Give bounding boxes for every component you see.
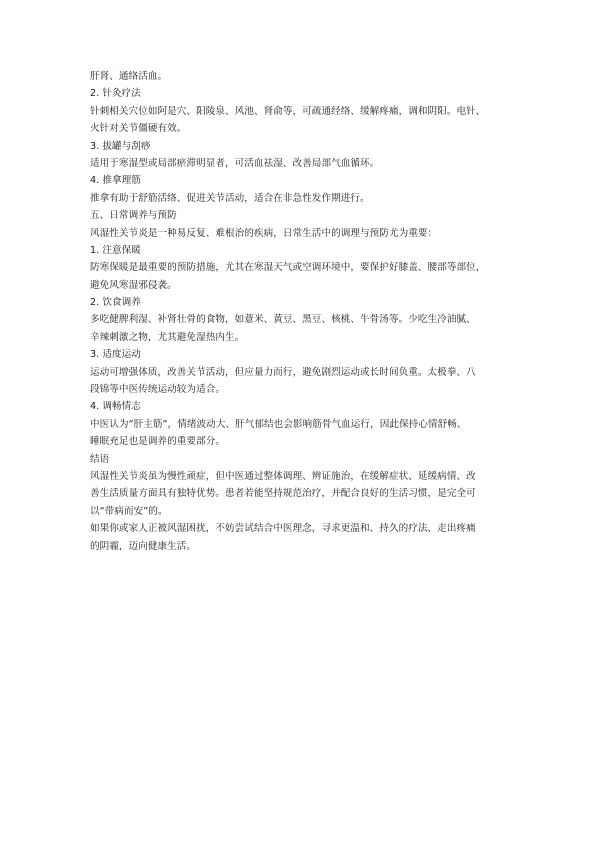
chapter-heading-prevention: 五、日常调养与预防 (90, 210, 177, 222)
text-line: 以“带病而安”的。 (90, 505, 168, 517)
section-heading-massage: 4. 推拿理筋 (90, 175, 141, 187)
text-line: 肝肾、通络活血。 (90, 71, 168, 82)
chapter-heading-conclusion: 结语 (90, 453, 110, 465)
text-line: 避免风寒湿邪侵袭。 (90, 279, 177, 291)
document-body (90, 68, 515, 555)
text-line: 多吃健脾利湿、补肾壮骨的食物，如薏米、黄豆、黑豆、核桃、牛骨汤等。少吃生冷油腻、 (90, 314, 476, 326)
section-heading-emotion: 4. 调畅情志 (90, 401, 141, 413)
text-line: 防寒保暖是最重要的预防措施，尤其在寒湿天气或空调环境中，要保护好膝盖、腰部等部位， (90, 262, 486, 274)
text-line: 风湿性关节炎虽为慢性顽症，但中医通过整体调理、辨证施治，在缓解症状、延缓病情、改 (90, 470, 476, 482)
text-line: 的阴霾，迈向健康生活。 (90, 540, 197, 552)
section-heading-cupping: 3. 拔罐与刮痧 (90, 140, 151, 152)
text-line: 如果你或家人正被风湿困扰，不妨尝试结合中医理念，寻求更温和、持久的疗法，走出疼痛 (90, 523, 476, 535)
text-line: 风湿性关节炎是一种易反复、难根治的疾病，日常生活中的调理与预防尤为重要： (90, 227, 438, 239)
text-line: 睡眠充足也是调养的重要部分。 (90, 436, 226, 448)
section-heading-warmth: 1. 注意保暖 (90, 244, 141, 256)
text-line: 段锦等中医传统运动较为适合。 (90, 384, 226, 396)
text-line: 火针对关节僵硬有效。 (90, 123, 187, 135)
text-line: 推拿有助于舒筋活络、促进关节活动，适合在非急性发作期进行。 (90, 192, 370, 204)
text-line: 适用于寒湿型或局部瘀滞明显者，可活血祛湿、改善局部气血循环。 (90, 157, 380, 169)
section-heading-acupuncture: 2. 针灸疗法 (90, 88, 141, 100)
section-heading-exercise: 3. 适度运动 (90, 349, 141, 361)
text-line: 针刺相关穴位如阿是穴、阳陵泉、风池、肾俞等，可疏通经络、缓解疼痛，调和阴阳。电针、 (90, 105, 486, 117)
section-heading-diet: 2. 饮食调养 (90, 297, 141, 309)
text-line: 辛辣刺激之物，尤其避免湿热内生。 (90, 331, 245, 343)
text-line: 善生活质量方面具有独特优势。患者若能坚持规范治疗，并配合良好的生活习惯，是完全可 (90, 488, 476, 500)
text-line: 中医认为“肝主筋”，情绪波动大、肝气郁结也会影响筋骨气血运行，因此保持心情舒畅、 (90, 418, 467, 430)
text-line: 运动可增强体质，改善关节活动，但应量力而行，避免剧烈运动或长时间负重。太极拳、八 (90, 366, 476, 378)
